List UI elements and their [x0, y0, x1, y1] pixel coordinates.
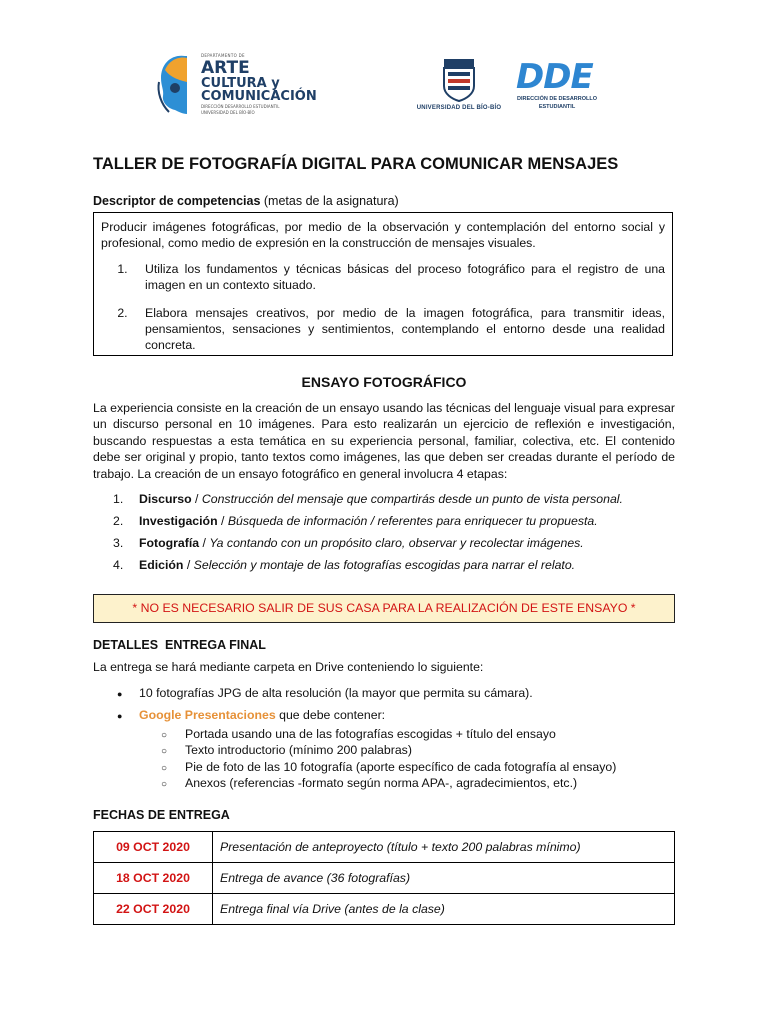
circle-bullet-icon: ○: [161, 762, 168, 774]
dates-heading: FECHAS DE ENTREGA: [93, 808, 230, 822]
stage-number: 2.: [113, 514, 124, 528]
arte-dept-label: DEPARTAMENTO DE: [201, 53, 245, 58]
stage-item: [93, 532, 693, 554]
subitem: [93, 742, 693, 758]
stage-item: [93, 488, 693, 510]
dde-sub-1: DIRECCIÓN DE DESARROLLO: [516, 96, 598, 102]
competency-item: 1. Utiliza los fundamentos y técnicas básicas del proceso fotográfico para el registro de una imagen en un contexto situado.: [131, 261, 665, 293]
table-row: [94, 832, 675, 863]
subitem: [93, 759, 693, 775]
arte-logo-text: [201, 54, 317, 115]
circle-bullet-icon: ○: [161, 746, 168, 758]
stage-description: Ya contando con un propósito claro, observar y recolectar imágenes.: [209, 536, 584, 550]
arte-cultura-logo: [155, 52, 317, 118]
circle-bullet-icon: ○: [161, 730, 168, 741]
arte-line-3: COMUNICACIÓN: [201, 89, 317, 104]
stage-separator: /: [199, 536, 210, 550]
subitem-text: Portada usando una de las fotografías escogidas + título del ensayo: [185, 727, 556, 741]
document-title: TALLER DE FOTOGRAFÍA DIGITAL PARA COMUNICAR MENSAJES: [93, 155, 619, 173]
stage-item: [93, 554, 693, 576]
bullet-dot-icon: ●: [117, 711, 123, 721]
stage-separator: /: [183, 558, 194, 572]
bullet-item: [93, 704, 693, 726]
stage-separator: /: [217, 514, 228, 528]
stage-description: Selección y montaje de las fotografías escogidas para narrar el relato.: [193, 558, 576, 572]
stages-list: [93, 488, 693, 576]
competency-item: 2. Elabora mensajes creativos, por medio de la imagen fotográfica, para transmitir ideas, pensamientos, sensaciones y sentimientos, contemplando el entorno desde una realidad concreta.: [131, 305, 665, 353]
stage-item: [93, 510, 693, 532]
essay-heading: ENSAYO FOTOGRÁFICO: [301, 374, 467, 390]
stage-name: Discurso: [139, 492, 192, 506]
bullet-dot-icon: ●: [117, 689, 123, 699]
notice-banner: * NO ES NECESARIO SALIR DE SUS CASA PARA LA REALIZACIÓN DE ESTE ENSAYO *: [93, 594, 675, 623]
subitem-text: Texto introductorio (mínimo 200 palabras): [185, 743, 412, 758]
arte-line-1: ARTE: [201, 58, 250, 78]
stage-name: Investigación: [139, 514, 218, 528]
arte-sub-2: UNIVERSIDAD DEL BÍO-BÍO: [201, 110, 255, 115]
ubb-logo: [414, 58, 504, 114]
subitem: [93, 775, 693, 791]
circle-bullet-icon: ○: [161, 779, 168, 791]
arte-line-2: CULTURA y: [201, 76, 280, 91]
stage-number: 3.: [113, 536, 124, 550]
dde-logo: [516, 57, 598, 116]
details-bullets: [93, 682, 693, 726]
event-cell: Presentación de anteproyecto (título + texto 200 palabras mínimo): [213, 832, 675, 863]
stage-number: 4.: [113, 558, 124, 572]
dates-table: [93, 831, 675, 925]
stage-number: 1.: [113, 492, 124, 506]
subitem-text: Anexos (referencias -formato según norma APA-, agradecimientos, etc.): [185, 776, 578, 791]
bullet-item: [93, 682, 693, 704]
date-cell: 18 OCT 2020: [94, 863, 213, 894]
date-cell: 22 OCT 2020: [94, 894, 213, 925]
event-cell: Entrega final vía Drive (antes de la clase): [213, 894, 675, 925]
stage-separator: /: [191, 492, 202, 506]
competencies-intro: Producir imágenes fotográficas, por medio de la observación y contemplación del entorno social y profesional, como medio de expresión en la construcción de mensajes visuales.: [101, 220, 665, 250]
table-row: [94, 863, 675, 894]
event-cell: Entrega de avance (36 fotografías): [213, 863, 675, 894]
dde-mark: DDE: [516, 57, 593, 97]
essay-intro: La experiencia consiste en la creación de un ensayo usando las técnicas del lenguaje visual para expresar un discurso personal en 10 imágenes. Para esto realizarán un ejercicio de reflexión e investigación, buscando respuestas a esta temática en su experiencia personal, familiar, colectiva, etc. El contenido debe ser original y propio, tanto textos como imágenes, las que deben ser creadas durante el período de trabajo. La creación de un ensayo fotográfico en general involucra 4 etapas:: [93, 401, 675, 481]
ubb-name: UNIVERSIDAD DEL BÍO-BÍO: [416, 105, 502, 111]
details-subitems: [93, 726, 693, 792]
descriptor-label: Descriptor de competencias: [93, 194, 261, 208]
descriptor-note: (metas de la asignatura): [260, 194, 399, 208]
stage-name: Edición: [139, 558, 184, 572]
competencies-list: [101, 261, 665, 353]
stage-description: Búsqueda de información / referentes para enriquecer tu propuesta.: [227, 514, 598, 528]
details-heading: DETALLES ENTREGA FINAL: [93, 638, 266, 652]
subitem-text: Pie de foto de las 10 fotografía (aporte específico de cada fotografía al ensayo): [185, 759, 617, 774]
university-shield-icon: [442, 58, 476, 102]
subitem: [93, 726, 693, 742]
bullet-text: que debe contener:: [275, 708, 386, 722]
google-presentaciones-link[interactable]: Google Presentaciones: [139, 708, 276, 722]
competencies-box: [93, 212, 673, 356]
face-profile-icon: [155, 52, 203, 118]
arte-sub-1: DIRECCIÓN DESARROLLO ESTUDIANTIL: [201, 104, 280, 109]
dde-sub-2: ESTUDIANTIL: [538, 104, 576, 110]
stage-name: Fotografía: [139, 536, 200, 550]
bullet-text: 10 fotografías JPG de alta resolución (la mayor que permita su cámara).: [139, 686, 533, 700]
table-row: [94, 894, 675, 925]
descriptor-line: [93, 194, 399, 208]
date-cell: 09 OCT 2020: [94, 832, 213, 863]
details-intro: La entrega se hará mediante carpeta en Drive conteniendo lo siguiente:: [93, 660, 484, 674]
stage-description: Construcción del mensaje que compartirás desde un punto de vista personal.: [201, 492, 623, 506]
